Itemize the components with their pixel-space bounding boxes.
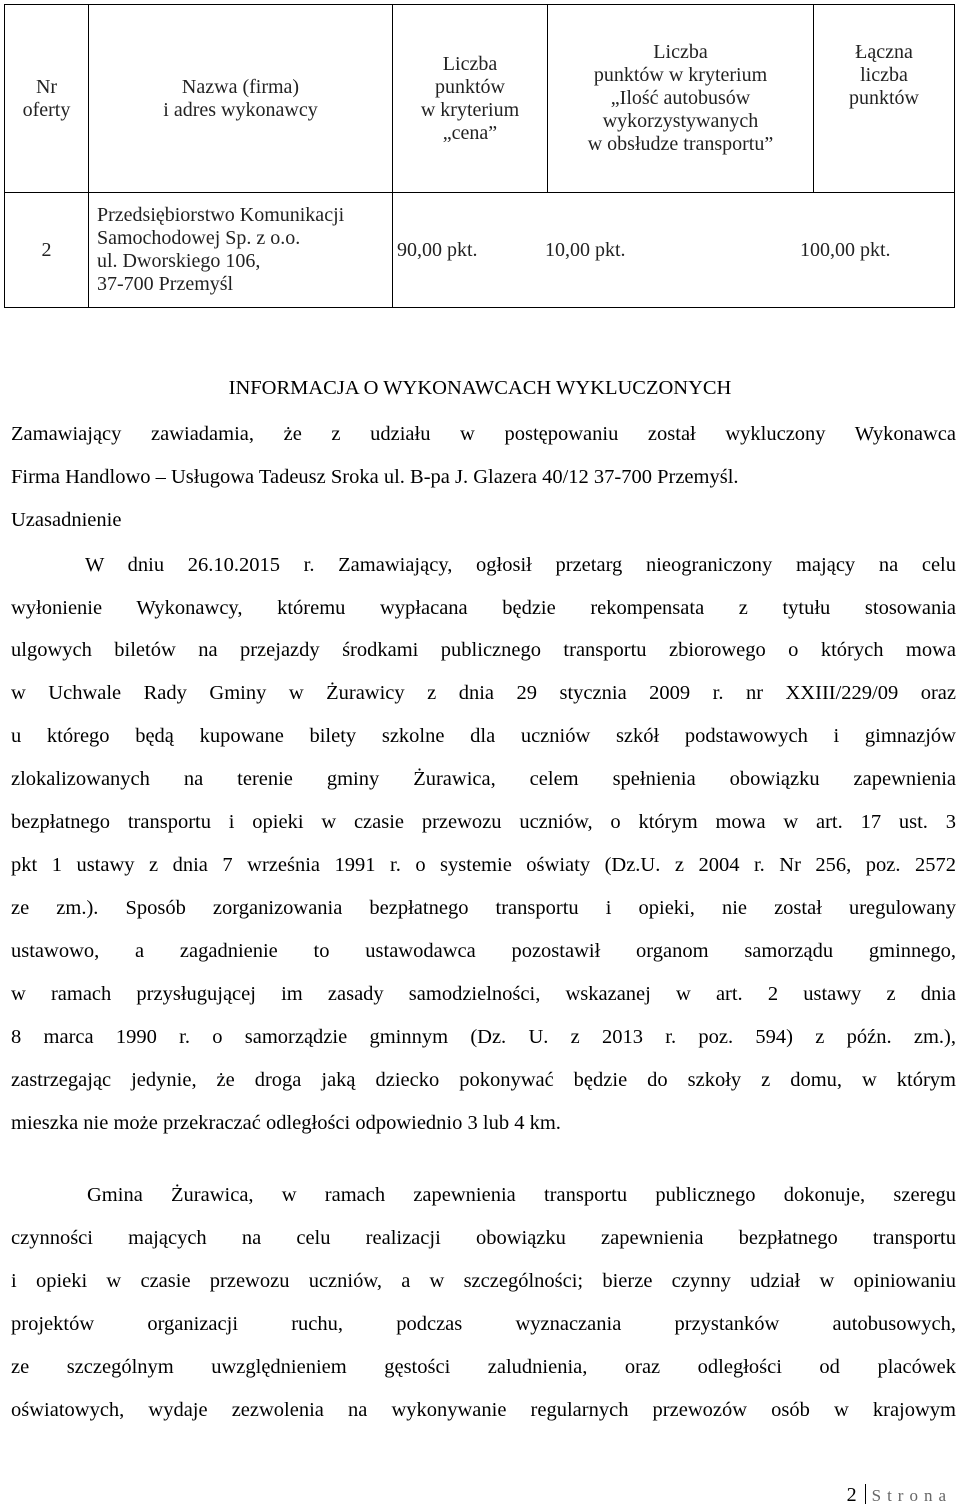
- paragraph2-line: Gmina Żurawica, w ramach zapewnienia transportu publicznego dokonuje, szeregu: [87, 1184, 956, 1206]
- paragraph1-line: pkt 1 ustawy z dnia 7 września 1991 r. o systemie oświaty (Dz.U. z 2004 r. Nr 256, poz. 2572: [11, 854, 956, 876]
- paragraph1-line: u którego będą kupowane bilety szkolne dla uczniów szkół podstawowych i gimnazjów: [11, 725, 956, 747]
- header-total-points: [814, 5, 955, 193]
- header-text: liczba: [860, 64, 908, 86]
- offer-number: 2: [5, 193, 89, 308]
- header-text: Nr: [35, 75, 58, 98]
- contractor-line: ul. Dworskiego 106,: [97, 250, 261, 272]
- contractor-line: Samochodowej Sp. z o.o.: [97, 227, 301, 249]
- header-text: punktów: [435, 75, 505, 98]
- header-text: w obsłudze transportu”: [587, 133, 774, 155]
- section-line: Firma Handlowo – Usługowa Tadeusz Sroka ul. B-pa J. Glazera 40/12 37-700 Przemyśl.: [11, 466, 739, 488]
- header-text: wykorzystywanych: [602, 110, 759, 132]
- contractor-name-address: [89, 193, 393, 308]
- paragraph2-line: projektów organizacji ruchu, podczas wyznaczania przystanków autobusowych,: [11, 1313, 956, 1335]
- table-row: [5, 193, 955, 308]
- total-points-cell: [800, 193, 955, 308]
- header-text: „Ilość autobusów: [610, 87, 751, 109]
- contractor-line: 37-700 Przemyśl: [97, 273, 234, 295]
- header-text: punktów w kryterium: [593, 64, 768, 86]
- paragraph1-line: w ramach przysługującej im zasady samodzielności, wskazanej w art. 2 ustawy z dnia: [11, 983, 956, 1005]
- paragraph1-line: w Uchwale Rady Gminy w Żurawicy z dnia 29 stycznia 2009 r. nr XXIII/229/09 oraz: [11, 682, 956, 704]
- header-text: oferty: [22, 98, 71, 121]
- header-text: Liczba: [442, 52, 498, 75]
- header-text: punktów: [849, 87, 919, 109]
- header-text: i adres wykonawcy: [163, 98, 318, 121]
- paragraph2-line: oświatowych, wydaje zezwolenia na wykonywanie regularnych przewozów osób w krajowym: [11, 1399, 956, 1421]
- header-text: „cena”: [442, 121, 498, 144]
- paragraph1-line: zastrzegając jedynie, że droga jaką dziecko pokonywać będzie do szkoły z domu, w którym: [11, 1069, 956, 1091]
- header-text: Łączna: [855, 41, 913, 63]
- paragraph1-line: W dniu 26.10.2015 r. Zamawiający, ogłosił przetarg nieograniczony mający na celu: [85, 554, 956, 576]
- paragraph1-line: ustawowo, a zagadnienie to ustawodawca pozostawił organom samorządu gminnego,: [11, 940, 956, 962]
- criteria-points-cell: [393, 193, 814, 308]
- price-points: 90,00 pkt.: [397, 239, 478, 261]
- page-number: 2: [846, 1484, 857, 1506]
- paragraph1-line: mieszka nie może przekraczać odległości odpowiednio 3 lub 4 km.: [11, 1112, 561, 1134]
- paragraph2-line: i opieki w czasie przewozu uczniów, a w szczególności; bierze czynny udział w opiniowaniu: [11, 1270, 956, 1292]
- justification-label: Uzasadnienie: [11, 509, 122, 531]
- header-text: w kryterium: [420, 98, 520, 121]
- header-text: Nazwa (firma): [181, 75, 300, 98]
- paragraph1-line: 8 marca 1990 r. o samorządzie gminnym (Dz. U. z 2013 r. poz. 594) z późn. zm.),: [11, 1026, 956, 1048]
- header-price-criterion: [393, 5, 548, 193]
- total-points: 100,00 pkt.: [800, 239, 891, 261]
- contractor-line: Przedsiębiorstwo Komunikacji: [97, 204, 345, 226]
- paragraph1-line: bezpłatnego transportu i opieki w czasie przewozu uczniów, o którym mowa w art. 17 ust. 3: [11, 811, 956, 833]
- footer-divider: [865, 1484, 866, 1504]
- paragraph1-line: ze zm.). Sposób zorganizowania bezpłatnego transportu i opieki, nie został uregulowany: [11, 897, 956, 919]
- paragraph1-line: zlokalizowanych na terenie gminy Żurawica, celem spełnienia obowiązku zapewnienia: [11, 768, 956, 790]
- offers-table: [4, 4, 955, 308]
- paragraph1-line: wyłonienie Wykonawcy, któremu wypłacana będzie rekompensata z tytułu stosowania: [11, 597, 956, 619]
- bus-points: 10,00 pkt.: [545, 239, 626, 261]
- header-offer-number: [5, 5, 89, 193]
- header-bus-criterion: [548, 5, 814, 193]
- section-line: Zamawiający zawiadamia, że z udziału w postępowaniu został wykluczony Wykonawca: [11, 423, 956, 445]
- page-footer: [847, 1484, 952, 1506]
- paragraph2-line: czynności mających na celu realizacji obowiązku zapewnienia bezpłatnego transportu: [11, 1227, 956, 1249]
- page-label: Strona: [871, 1486, 952, 1505]
- header-contractor-name: [89, 5, 393, 193]
- excluded-contractors-heading: INFORMACJA O WYKONAWCACH WYKLUCZONYCH: [228, 377, 732, 399]
- header-text: Liczba: [653, 41, 708, 63]
- paragraph1-line: ulgowych biletów na przejazdy środkami publicznego transportu zbiorowego o których mowa: [11, 639, 956, 661]
- paragraph2-line: ze szczególnym uwzględnieniem gęstości zaludnienia, oraz odległości od placówek: [11, 1356, 956, 1378]
- table-header-row: [5, 5, 955, 193]
